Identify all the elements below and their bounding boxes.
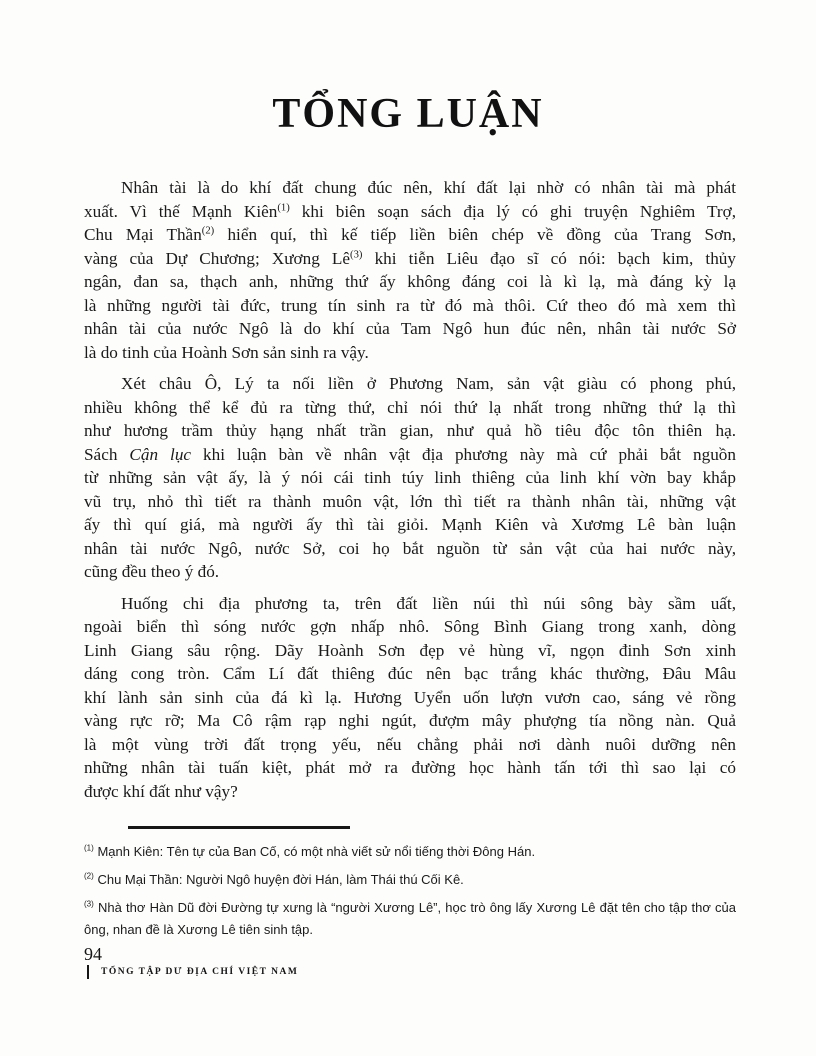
body-line: nhiều không thể kể đủ ra từng thứ, chỉ nói thứ lạ nhất trong những thứ lạ thì [84,397,736,417]
footnotes [84,841,736,941]
body-line: nhân tài của nước Ngô là do khí của Tam Ngô hun đúc nên, nhân tài nước Sở [84,319,736,338]
body-line: ấy thì quí giá, mà người ấy thì tài giỏi. Mạnh Kiên và Xươmg Lê bàn luận [84,515,736,534]
body-line: vàng của Dự Chương; Xương $Lê^{(3)}$ khi tiễn Liêu đạo sĩ có nói: bạch kim, thủy [84,248,736,268]
footer-row [84,965,816,979]
body-line: như hương trầm thủy hạng nhất trần gian, như quả hồ tiêu độc tôn thiên hạ. [84,421,736,440]
page-number: 94 [84,944,102,964]
body-line: Huống chi địa phương ta, trên đất liền núi thì núi sông bày sầm uất, [121,593,736,613]
body-line: là những người tài đức, trung tín sinh ra từ đó mà thôi. Cứ theo đó mà xem thì [84,295,736,315]
body-paragraph [84,372,736,584]
page-title: TỔNG LUẬN [272,91,544,137]
body-line: Sách Cận lục khi luận bàn về nhân vật địa phương này mà cứ phải bắt nguồn [84,444,736,464]
body-line: ngoài biển thì sóng nước gợn nhấp nhô. Sông Bình Giang trong xanh, dòng [84,617,736,636]
body-line: Nhân tài là do khí đất chung đúc nên, khí đất lại nhờ có nhân tài mà phát [121,178,736,197]
body-line: dáng cong tròn. Cẩm Lí đất thiêng đúc nên bạc trắng khác thường, Đâu Mâu [84,664,736,683]
body-line: xuất. Vì thế Mạnh Kiên$^{(1)}$ khi biên soạn sách địa lý có ghi truyện Nghiêm Trợ, [84,201,737,221]
body-line: là do tinh của Hoành Sơn sản sinh ra vậy. [84,342,369,362]
body-line: khí lành sản sinh của đá kì lạ. Hương Uyển uốn lượn vươn cao, sáng vẻ rồng [84,687,736,707]
page-footer [84,945,816,979]
body-line: Chu Mại Thần$^{(2)}$ hiển quí, thì kế tiếp liền biên chép về đồng của Trang Sơn, [84,225,737,244]
body-line: là một vùng trời đất trọng yếu, nếu chẳng phải nơi dành nuôi dưỡng nên [84,734,736,754]
body-line: cũng đều theo ý đó. [84,562,220,581]
body-paragraph [84,592,736,804]
footnote-line: ông, nhan đề là Xương Lê tiên sinh tập. [84,922,314,937]
body-line: vàng rực rỡ; Ma Cô rậm rạp nghi ngút, đượm mây phượng tía nồng nàn. Quả [84,711,736,730]
footnote-item [84,897,736,941]
body-line: từ những sản vật ấy, là ý nói cái tinh túy linh thiêng của linh khí vờn bay khắp [84,468,736,487]
footer-tick-mark [87,965,89,979]
series-title: TỔNG TẬP DƯ ĐỊA CHÍ VIỆT NAM [101,967,299,977]
body-line: những nhân tài tuấn kiệt, phát mở ra đường học hành tấn tới thì sao lại có [84,758,736,777]
body-line: Xét châu Ô, Lý ta nối liền ở Phương Nam, sản vật giàu có phong phú, [121,374,736,393]
body-paragraph [84,176,736,364]
footnote-item [84,841,736,863]
body-line: vũ trụ, nhỏ thì tiết ra thành muôn vật, lớn thì tiết ra thành nhân tài, những vật [84,491,736,511]
footnote-item [84,869,736,891]
footnote-separator [128,826,350,829]
body-line: Linh Giang sâu rộng. Dãy Hoành Sơn đẹp vẻ hùng vĩ, ngọn đinh Sơn xinh [84,640,736,660]
footnote-line: $^{(3)}$ Nhà thơ Hàn Dũ đời Đường tự xưng là “người Xương Lê”, học trò ông lấy Xương Lê đặt tên cho tập thơ của [84,899,736,915]
body-text [84,176,736,803]
footnote-line: $^{(2)}$ Chu Mại Thần: Người Ngô huyện đời Hán, làm Thái thú Cối Kê. [84,871,464,887]
footnote-line: $^{(1)}$ Mạnh Kiên: Tên tự của Ban Cố, có một nhà viết sử nổi tiếng thời Đông Hán. [84,843,536,859]
body-line: được khí đất như vậy? [84,781,238,801]
body-line: ngân, đan sa, thạch anh, những thứ ấy không đáng coi là kì lạ, mà đáng kỳ lạ [84,272,736,291]
body-line: nhân tài nước Ngô, nước Sở, coi họ bắt nguồn từ sản vật của hai nước này, [84,538,736,558]
